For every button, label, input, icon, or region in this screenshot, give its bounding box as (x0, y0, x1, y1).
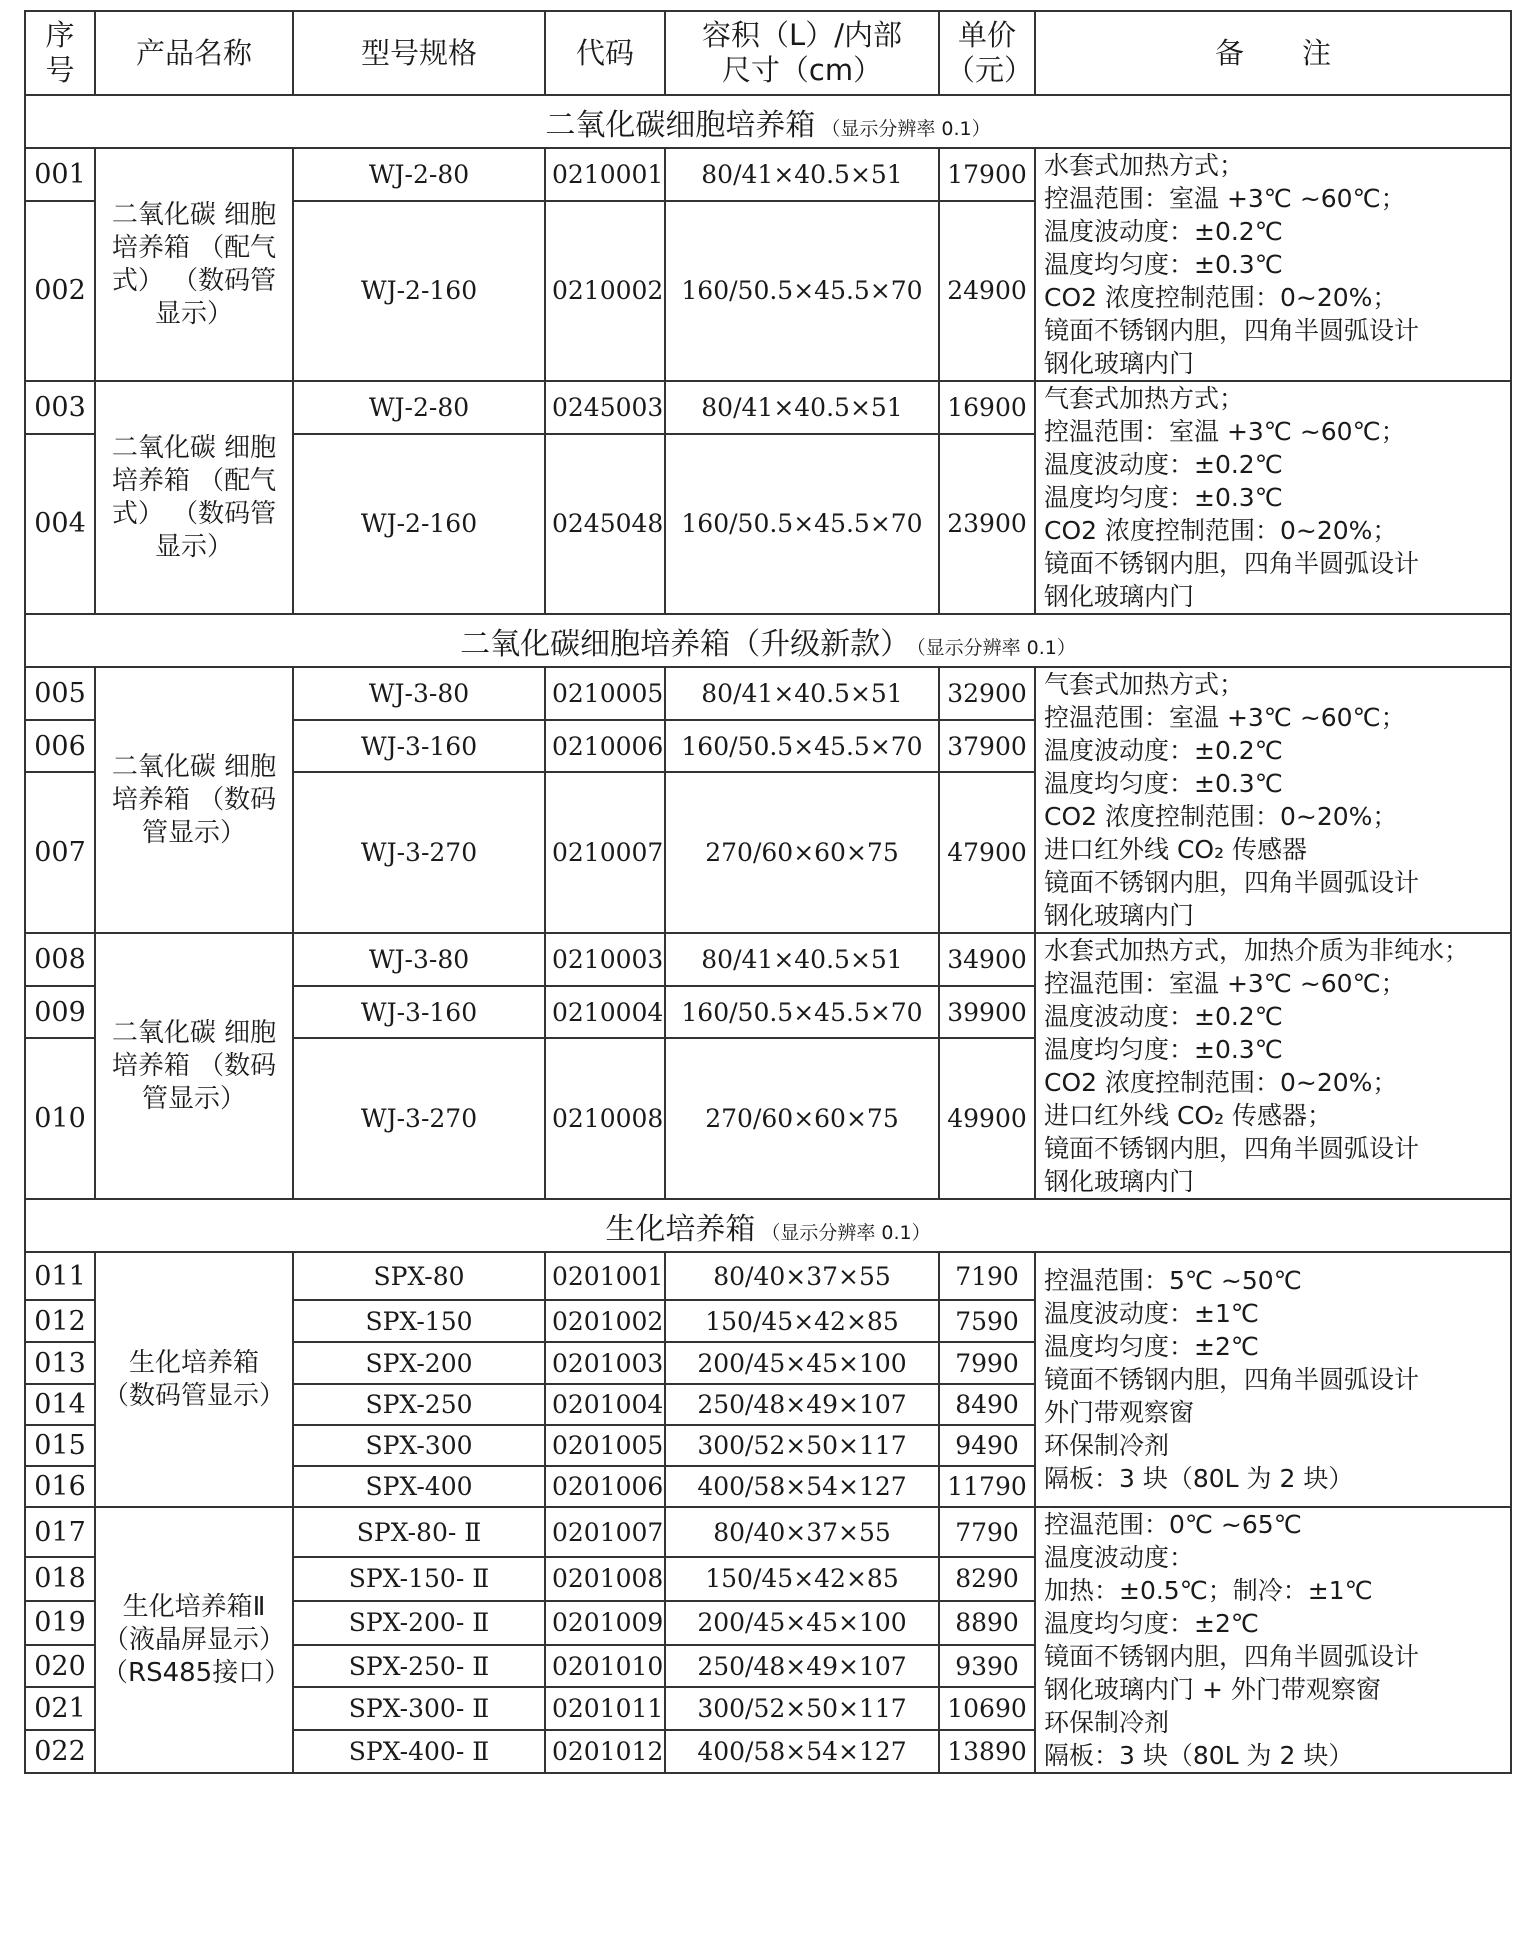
header-notes: 备 注 (1035, 11, 1511, 95)
model-cell: SPX-200 (293, 1342, 545, 1384)
note-line: 控温范围：5℃ ~50℃ (1044, 1266, 1302, 1295)
seq-cell: 015 (25, 1425, 95, 1466)
note-line: 温度波动度：±1℃ (1044, 1299, 1259, 1328)
header-volume: 容积（L）/内部 尺寸（cm） (665, 11, 939, 95)
notes-cell (1035, 148, 1511, 381)
seq-cell: 012 (25, 1300, 95, 1342)
model-cell: SPX-150 (293, 1300, 545, 1342)
price-cell: 7990 (939, 1342, 1035, 1384)
model-cell: SPX-400 (293, 1466, 545, 1507)
volume-cell: 400/58×54×127 (665, 1730, 939, 1773)
note-line: 温度波动度： (1044, 1543, 1195, 1572)
seq-cell: 009 (25, 986, 95, 1039)
seq-cell: 010 (25, 1038, 95, 1199)
volume-cell: 80/41×40.5×51 (665, 148, 939, 201)
code-cell: 0201008 (545, 1557, 665, 1601)
section-title: 二氧化碳细胞培养箱（升级新款） (460, 626, 911, 662)
seq-cell: 016 (25, 1466, 95, 1507)
note-line: 温度均匀度：±0.3℃ (1044, 483, 1283, 512)
price-cell: 8290 (939, 1557, 1035, 1601)
notes-cell (1035, 667, 1511, 933)
code-cell: 0245048 (545, 434, 665, 614)
product-name-cell: 二氧化碳 细胞培养箱 （数码管显示） (95, 667, 293, 933)
code-cell: 0210006 (545, 720, 665, 773)
model-cell: WJ-2-80 (293, 381, 545, 434)
section-title-cell (25, 1199, 1511, 1252)
price-cell: 32900 (939, 667, 1035, 720)
model-cell: WJ-3-160 (293, 986, 545, 1039)
seq-cell: 007 (25, 772, 95, 933)
volume-cell: 160/50.5×45.5×70 (665, 720, 939, 773)
note-line: 镜面不锈钢内胆，四角半圆弧设计 (1044, 316, 1420, 345)
note-line: CO2 浓度控制范围：0~20%； (1044, 516, 1398, 545)
price-cell: 9490 (939, 1425, 1035, 1466)
code-cell: 0210002 (545, 201, 665, 381)
price-table (24, 10, 1512, 1774)
code-cell: 0210007 (545, 772, 665, 933)
seq-cell: 021 (25, 1687, 95, 1730)
note-line: 控温范围：室温 +3℃ ~60℃； (1044, 703, 1406, 732)
price-cell: 8490 (939, 1384, 1035, 1425)
note-line: 镜面不锈钢内胆，四角半圆弧设计 (1044, 1134, 1420, 1163)
code-cell: 0245003 (545, 381, 665, 434)
model-cell: SPX-300 (293, 1425, 545, 1466)
note-line: 镜面不锈钢内胆，四角半圆弧设计 (1044, 1365, 1420, 1394)
note-line: 加热：±0.5℃；制冷：±1℃ (1044, 1576, 1373, 1605)
table-row (25, 381, 1511, 434)
price-cell: 7590 (939, 1300, 1035, 1342)
seq-cell: 020 (25, 1645, 95, 1688)
section-title: 生化培养箱 (605, 1211, 756, 1247)
volume-cell: 80/40×37×55 (665, 1507, 939, 1557)
note-line: 镜面不锈钢内胆，四角半圆弧设计 (1044, 1642, 1420, 1671)
note-line: CO2 浓度控制范围：0~20%； (1044, 1068, 1398, 1097)
table-row (25, 933, 1511, 986)
seq-cell: 017 (25, 1507, 95, 1557)
price-cell: 49900 (939, 1038, 1035, 1199)
model-cell: SPX-150- Ⅱ (293, 1557, 545, 1601)
volume-cell: 270/60×60×75 (665, 1038, 939, 1199)
code-cell: 0201004 (545, 1384, 665, 1425)
note-line: 温度波动度：±0.2℃ (1044, 1002, 1283, 1031)
code-cell: 0201011 (545, 1687, 665, 1730)
volume-cell: 300/52×50×117 (665, 1425, 939, 1466)
model-cell: SPX-200- Ⅱ (293, 1601, 545, 1645)
price-cell: 9390 (939, 1645, 1035, 1688)
seq-cell: 008 (25, 933, 95, 986)
note-line: 钢化玻璃内门 (1044, 1167, 1195, 1196)
price-cell: 16900 (939, 381, 1035, 434)
volume-cell: 150/45×42×85 (665, 1300, 939, 1342)
code-cell: 0201006 (545, 1466, 665, 1507)
price-cell: 7190 (939, 1252, 1035, 1300)
code-cell: 0201001 (545, 1252, 665, 1300)
seq-cell: 005 (25, 667, 95, 720)
model-cell: SPX-80 (293, 1252, 545, 1300)
notes-cell (1035, 1252, 1511, 1507)
volume-cell: 160/50.5×45.5×70 (665, 986, 939, 1039)
header-seq: 序 号 (25, 11, 95, 95)
note-line: 进口红外线 CO₂ 传感器 (1044, 835, 1308, 864)
seq-cell: 002 (25, 201, 95, 381)
volume-cell: 200/45×45×100 (665, 1342, 939, 1384)
note-line: 环保制冷剂 (1044, 1431, 1170, 1460)
price-cell: 34900 (939, 933, 1035, 986)
section-header-row (25, 614, 1511, 667)
price-cell: 23900 (939, 434, 1035, 614)
price-cell: 7790 (939, 1507, 1035, 1557)
model-cell: WJ-3-160 (293, 720, 545, 773)
note-line: 控温范围：0℃ ~65℃ (1044, 1510, 1302, 1539)
seq-cell: 019 (25, 1601, 95, 1645)
code-cell: 0201012 (545, 1730, 665, 1773)
note-line: CO2 浓度控制范围：0~20%； (1044, 802, 1398, 831)
volume-cell: 160/50.5×45.5×70 (665, 434, 939, 614)
note-line: 控温范围：室温 +3℃ ~60℃； (1044, 969, 1406, 998)
header-row (25, 11, 1511, 95)
section-resolution: （显示分辨率 0.1） (916, 636, 1076, 659)
volume-cell: 250/48×49×107 (665, 1384, 939, 1425)
notes-cell (1035, 1507, 1511, 1773)
note-line: 水套式加热方式，加热介质为非纯水； (1044, 936, 1470, 965)
seq-cell: 022 (25, 1730, 95, 1773)
note-line: 温度波动度：±0.2℃ (1044, 450, 1283, 479)
code-cell: 0201010 (545, 1645, 665, 1688)
product-name-cell: 生化培养箱 （数码管显示） (95, 1252, 293, 1507)
note-line: 钢化玻璃内门 (1044, 901, 1195, 930)
model-cell: SPX-250 (293, 1384, 545, 1425)
volume-cell: 200/45×45×100 (665, 1601, 939, 1645)
seq-cell: 013 (25, 1342, 95, 1384)
price-cell: 39900 (939, 986, 1035, 1039)
volume-cell: 80/41×40.5×51 (665, 667, 939, 720)
product-name-cell: 二氧化碳 细胞培养箱 （数码管显示） (95, 933, 293, 1199)
volume-cell: 160/50.5×45.5×70 (665, 201, 939, 381)
price-cell: 24900 (939, 201, 1035, 381)
volume-cell: 150/45×42×85 (665, 1557, 939, 1601)
section-title-cell (25, 95, 1511, 148)
note-line: 温度均匀度：±0.3℃ (1044, 769, 1283, 798)
note-line: 温度均匀度：±0.3℃ (1044, 250, 1283, 279)
product-name-cell: 二氧化碳 细胞培养箱 （配气式） （数码管显示） (95, 381, 293, 614)
header-code: 代码 (545, 11, 665, 95)
note-line: 气套式加热方式； (1044, 384, 1245, 413)
note-line: 温度波动度：±0.2℃ (1044, 736, 1283, 765)
section-header-row (25, 95, 1511, 148)
volume-cell: 300/52×50×117 (665, 1687, 939, 1730)
volume-cell: 80/40×37×55 (665, 1252, 939, 1300)
price-cell: 10690 (939, 1687, 1035, 1730)
model-cell: WJ-3-270 (293, 772, 545, 933)
section-title: 二氧化碳细胞培养箱 (545, 107, 816, 143)
note-line: 钢化玻璃内门 (1044, 582, 1195, 611)
note-line: 环保制冷剂 (1044, 1708, 1170, 1737)
section-header-row (25, 1199, 1511, 1252)
volume-cell: 80/41×40.5×51 (665, 381, 939, 434)
note-line: 控温范围：室温 +3℃ ~60℃； (1044, 417, 1406, 446)
note-line: 外门带观察窗 (1044, 1398, 1195, 1427)
price-cell: 37900 (939, 720, 1035, 773)
volume-cell: 80/41×40.5×51 (665, 933, 939, 986)
model-cell: WJ-2-160 (293, 201, 545, 381)
header-price: 单价 （元） (939, 11, 1035, 95)
seq-cell: 011 (25, 1252, 95, 1300)
note-line: 隔板：3 块（80L 为 2 块） (1044, 1741, 1354, 1770)
code-cell: 0201003 (545, 1342, 665, 1384)
model-cell: SPX-400- Ⅱ (293, 1730, 545, 1773)
notes-cell (1035, 933, 1511, 1199)
volume-cell: 400/58×54×127 (665, 1466, 939, 1507)
note-line: 温度均匀度：±2℃ (1044, 1332, 1259, 1361)
volume-cell: 270/60×60×75 (665, 772, 939, 933)
model-cell: WJ-3-270 (293, 1038, 545, 1199)
price-cell: 17900 (939, 148, 1035, 201)
note-line: 温度均匀度：±2℃ (1044, 1609, 1259, 1638)
price-cell: 47900 (939, 772, 1035, 933)
code-cell: 0201005 (545, 1425, 665, 1466)
note-line: 钢化玻璃内门 + 外门带观察窗 (1044, 1675, 1381, 1704)
notes-cell (1035, 381, 1511, 614)
note-line: 温度均匀度：±0.3℃ (1044, 1035, 1283, 1064)
code-cell: 0210003 (545, 933, 665, 986)
product-name-cell: 二氧化碳 细胞培养箱 （配气式） （数码管显示） (95, 148, 293, 381)
note-line: 镜面不锈钢内胆，四角半圆弧设计 (1044, 549, 1420, 578)
note-line: CO2 浓度控制范围：0~20%； (1044, 283, 1398, 312)
code-cell: 0210001 (545, 148, 665, 201)
model-cell: WJ-2-80 (293, 148, 545, 201)
code-cell: 0210004 (545, 986, 665, 1039)
note-line: 镜面不锈钢内胆，四角半圆弧设计 (1044, 868, 1420, 897)
section-title-cell (25, 614, 1511, 667)
note-line: 水套式加热方式； (1044, 151, 1245, 180)
table-row (25, 1507, 1511, 1557)
header-model: 型号规格 (293, 11, 545, 95)
table-body (25, 95, 1511, 1773)
note-line: 进口红外线 CO₂ 传感器； (1044, 1101, 1333, 1130)
model-cell: WJ-3-80 (293, 933, 545, 986)
model-cell: WJ-3-80 (293, 667, 545, 720)
seq-cell: 006 (25, 720, 95, 773)
section-resolution: （显示分辨率 0.1） (761, 1221, 931, 1244)
code-cell: 0201007 (545, 1507, 665, 1557)
code-cell: 0201009 (545, 1601, 665, 1645)
volume-cell: 250/48×49×107 (665, 1645, 939, 1688)
code-cell: 0201002 (545, 1300, 665, 1342)
price-cell: 8890 (939, 1601, 1035, 1645)
code-cell: 0210008 (545, 1038, 665, 1199)
table-row (25, 667, 1511, 720)
price-cell: 11790 (939, 1466, 1035, 1507)
model-cell: SPX-80- Ⅱ (293, 1507, 545, 1557)
table-row (25, 148, 1511, 201)
seq-cell: 018 (25, 1557, 95, 1601)
header-name: 产品名称 (95, 11, 293, 95)
note-line: 钢化玻璃内门 (1044, 349, 1195, 378)
product-name-cell: 生化培养箱Ⅱ （液晶屏显示） （RS485接口） (95, 1507, 293, 1773)
code-cell: 0210005 (545, 667, 665, 720)
model-cell: WJ-2-160 (293, 434, 545, 614)
note-line: 温度波动度：±0.2℃ (1044, 217, 1283, 246)
table-row (25, 1252, 1511, 1300)
section-resolution: （显示分辨率 0.1） (821, 117, 991, 140)
seq-cell: 003 (25, 381, 95, 434)
model-cell: SPX-300- Ⅱ (293, 1687, 545, 1730)
model-cell: SPX-250- Ⅱ (293, 1645, 545, 1688)
price-cell: 13890 (939, 1730, 1035, 1773)
note-line: 气套式加热方式； (1044, 670, 1245, 699)
note-line: 控温范围：室温 +3℃ ~60℃； (1044, 184, 1406, 213)
note-line: 隔板：3 块（80L 为 2 块） (1044, 1464, 1354, 1493)
seq-cell: 001 (25, 148, 95, 201)
seq-cell: 014 (25, 1384, 95, 1425)
seq-cell: 004 (25, 434, 95, 614)
